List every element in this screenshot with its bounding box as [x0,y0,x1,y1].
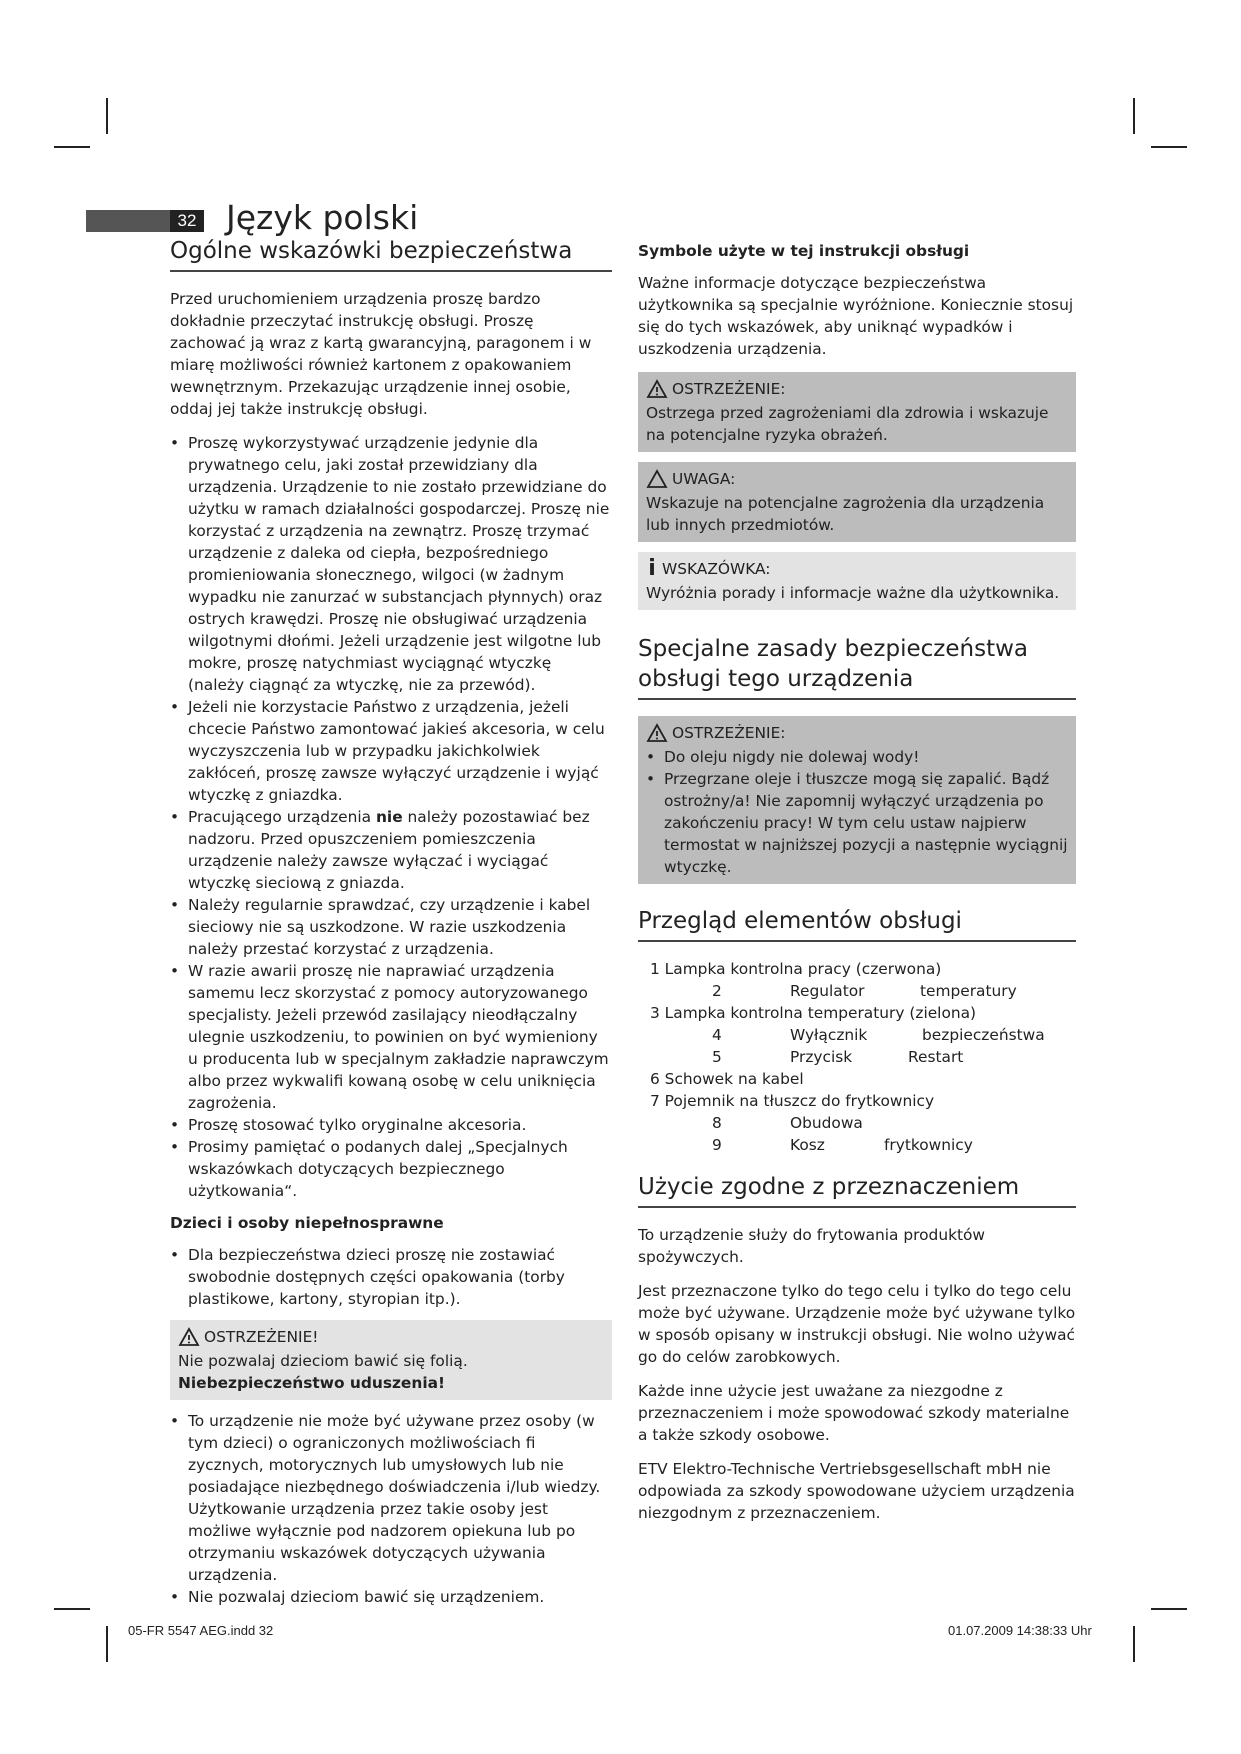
control-item: 3 Lampka kontrolna temperatury (zielona) [650,1004,977,1022]
box-text: Ostrzega przed zagrożeniami dla zdrowia i wskazuje na potencjalne ryzyka obrażeń. [646,404,1049,444]
control-label: Kosz [790,1136,825,1154]
intro-paragraph: Przed uruchomieniem urządzenia proszę bardzo dokładnie przeczytać instrukcję obsługi. Proszę zachować ją wraz z kartą gwarancyjną, paragonem i w miarę możliwości również kartonem z opakowaniem wewnętrznym. Przekazując urządzenie innej osobie, oddaj jej także instrukcję obsługi. [170,290,592,418]
note-box [638,552,1076,610]
controls-list [650,958,1076,1156]
warning-box-children [170,1320,612,1400]
control-item [650,1024,1076,1046]
list-item-text: Pracującego urządzenia [188,808,376,826]
control-number: 8 [712,1114,722,1132]
crop-mark [54,1608,90,1610]
list-item: • Jeżeli nie korzystacie Państwo z urządzenia, jeżeli chcecie Państwo zamontować jakieś akcesoria, w celu wyczyszczenia lub w przypadku jakichkolwiek zakłóceń, proszę zawsze wyłączyć urządzenie i wyjąć wtyczkę z gniazdka. [170,696,612,806]
left-column [170,236,612,1618]
children-heading: Dzieci i osoby niepełnosprawne [170,1214,444,1232]
warning-triangle-icon [178,1327,200,1347]
box-title: OSTRZEŻENIE: [672,380,786,398]
children-list-2 [170,1410,612,1608]
control-item [650,1112,1076,1134]
crop-mark [1151,1608,1187,1610]
footer-timestamp: 01.07.2009 14:38:33 Uhr [948,1623,1092,1638]
control-label: temperatury [920,982,1017,1000]
section-heading-intended-use: Użycie zgodne z przeznaczeniem [638,1172,1076,1208]
control-item: 6 Schowek na kabel [650,1070,804,1088]
page-number: 32 [170,210,204,232]
list-item: • Dla bezpieczeństwa dzieci proszę nie zostawiać swobodnie dostępnych części opakowania (torby plastikowe, kartony, styropian itp.). [170,1244,612,1310]
list-item: • Proszę wykorzystywać urządzenie jedynie dla prywatnego celu, jaki został przewidziany dla urządzenia. Urządzenie to nie zostało przewidziane do użytku w ramach działalności gospodarczej. Proszę nie korzystać z urządzenia na zewnątrz. Proszę trzymać urządzenie z daleka od ciepła, bezpośredniego promieniowania słonecznego, wilgoci (w żadnym wypadku nie zanurzać w substancjach płynnych) oraz ostrych krawędzi. Proszę nie obsługiwać urządzenia wilgotnymi dłońmi. Jeżeli urządzenie jest wilgotne lub mokre, proszę natychmiast wyciągnąć wtyczkę (należy ciągnąć za wtyczkę, nie za przewód). [170,432,612,696]
list-item: • Nie pozwalaj dzieciom bawić się urządzeniem. [170,1586,612,1608]
list-item-bold: nie [375,808,403,826]
control-item [650,1046,1076,1068]
list-item [170,806,612,894]
warning-triangle-icon [646,723,668,743]
control-label: frytkownicy [884,1136,973,1154]
crop-mark [1133,1626,1135,1662]
safety-list [170,432,612,1202]
list-item: • Prosimy pamiętać o podanych dalej „Specjalnych wskazówkach dotyczących bezpiecznego użytkowania“. [170,1136,612,1202]
crop-mark [106,98,108,134]
footer-file-info: 05-FR 5547 AEG.indd 32 [128,1623,274,1638]
caution-box [638,462,1076,542]
use-paragraph: To urządzenie służy do frytowania produktów spożywczych. [638,1226,986,1266]
control-item: 1 Lampka kontrolna pracy (czerwona) [650,960,942,978]
warning-line: Nie pozwalaj dzieciom bawić się folią. [178,1352,468,1370]
list-item: • Przegrzane oleje i tłuszcze mogą się zapalić. Bądź ostrożny/a! Nie zapomnij wyłączyć urządzenia po zakończeniu pracy! W tym celu ustaw najpierw termostat w najniższej pozycji a następnie wyciągnij wtyczkę. [646,768,1068,878]
symbols-heading: Symbole użyte w tej instrukcji obsługi [638,242,970,260]
list-item: • Do oleju nigdy nie dolewaj wody! [646,746,1068,768]
right-column [638,240,1076,1536]
control-label: Obudowa [790,1114,863,1132]
warning-title: OSTRZEŻENIE! [204,1328,319,1346]
list-item: • To urządzenie nie może być używane przez osoby (w tym dzieci) o ograniczonych możliwościach fi zycznych, motorycznych lub umysłowych lub nie posiadające niezbędnego doświadczenia i/lub wiedzy. Użytkowanie urządzenia przez takie osoby jest możliwe wyłącznie pod nadzorem opiekuna lub po otrzymaniu wskazówek dotyczących używania urządzenia. [170,1410,612,1586]
caution-triangle-icon [646,469,668,489]
control-label: Restart [908,1048,964,1066]
section-heading-general-safety: Ogólne wskazówki bezpieczeństwa [170,236,612,272]
control-label: Przycisk [790,1048,853,1066]
warning-box [638,372,1076,452]
special-list [646,746,1068,878]
page-title: Język polski [226,198,419,237]
crop-mark [106,1626,108,1662]
control-label: Wyłącznik [790,1026,868,1044]
info-icon: i [648,556,656,581]
control-item: 7 Pojemnik na tłuszcz do frytkownicy [650,1092,935,1110]
crop-mark [1151,146,1187,148]
control-number: 5 [712,1048,722,1066]
control-number: 9 [712,1136,722,1154]
children-list [170,1244,612,1310]
control-label: bezpieczeństwa [922,1026,1045,1044]
control-number: 2 [712,982,722,1000]
control-item [650,1134,1076,1156]
section-heading-special-safety: Specjalne zasady bezpieczeństwa obsługi tego urządzenia [638,634,1076,700]
box-title: WSKAZÓWKA: [662,560,771,578]
box-title: UWAGA: [672,470,736,488]
list-item-text: należy pozostawiać bez nadzoru. Przed opuszczeniem pomieszczenia urządzenie należy zawsze wyłączać i wyciągać wtyczkę sieciową z gniazda. [188,808,590,892]
list-item: • Należy regularnie sprawdzać, czy urządzenie i kabel sieciowy nie są uszkodzone. W razie uszkodzenia należy przestać korzystać z urządzenia. [170,894,612,960]
control-label [810,1112,1076,1134]
crop-mark [1133,98,1135,134]
crop-mark [54,146,90,148]
list-item: • W razie awarii proszę nie naprawiać urządzenia samemu lecz skorzystać z pomocy autoryzowanego specjalisty. Jeżeli przewód zasilający nieodłączalny ulegnie uszkodzeniu, to powinien on być wymieniony u producenta lub w specjalnym zakładzie naprawczym albo przez wykwalifi kowaną osobę w celu uniknięcia zagrożenia. [170,960,612,1114]
warning-line-bold: Niebezpieczeństwo uduszenia! [178,1374,446,1392]
use-paragraph: Każde inne użycie jest uważane za niezgodne z przeznaczeniem i może spowodować szkody materialne a także szkody osobowe. [638,1382,1070,1444]
section-heading-controls: Przegląd elementów obsługi [638,906,1076,942]
special-warning-box [638,716,1076,884]
control-item [650,980,1076,1002]
box-text: Wskazuje na potencjalne zagrożenia dla urządzenia lub innych przedmiotów. [646,494,1045,534]
control-label: Regulator [790,982,865,1000]
box-text: Wyróżnia porady i informacje ważne dla użytkownika. [646,584,1060,602]
list-item: • Proszę stosować tylko oryginalne akcesoria. [170,1114,612,1136]
box-title: OSTRZEŻENIE: [672,724,786,742]
symbols-paragraph: Ważne informacje dotyczące bezpieczeństwa użytkownika są specjalnie wyróżnione. Koniecznie stosuj się do tych wskazówek, aby uniknąć wypadków i uszkodzenia urządzenia. [638,274,1074,358]
control-number: 4 [712,1026,722,1044]
use-paragraph: ETV Elektro-Technische Vertriebsgesellschaft mbH nie odpowiada za szkody spowodowane użyciem urządzenia niezgodnym z przeznaczeniem. [638,1460,1075,1522]
warning-triangle-icon [646,379,668,399]
use-paragraph: Jest przeznaczone tylko do tego celu i tylko do tego celu może być używane. Urządzenie może być używane tylko w sposób opisany w instrukcji obsługi. Nie wolno używać go do celów zarobkowych. [638,1282,1076,1366]
